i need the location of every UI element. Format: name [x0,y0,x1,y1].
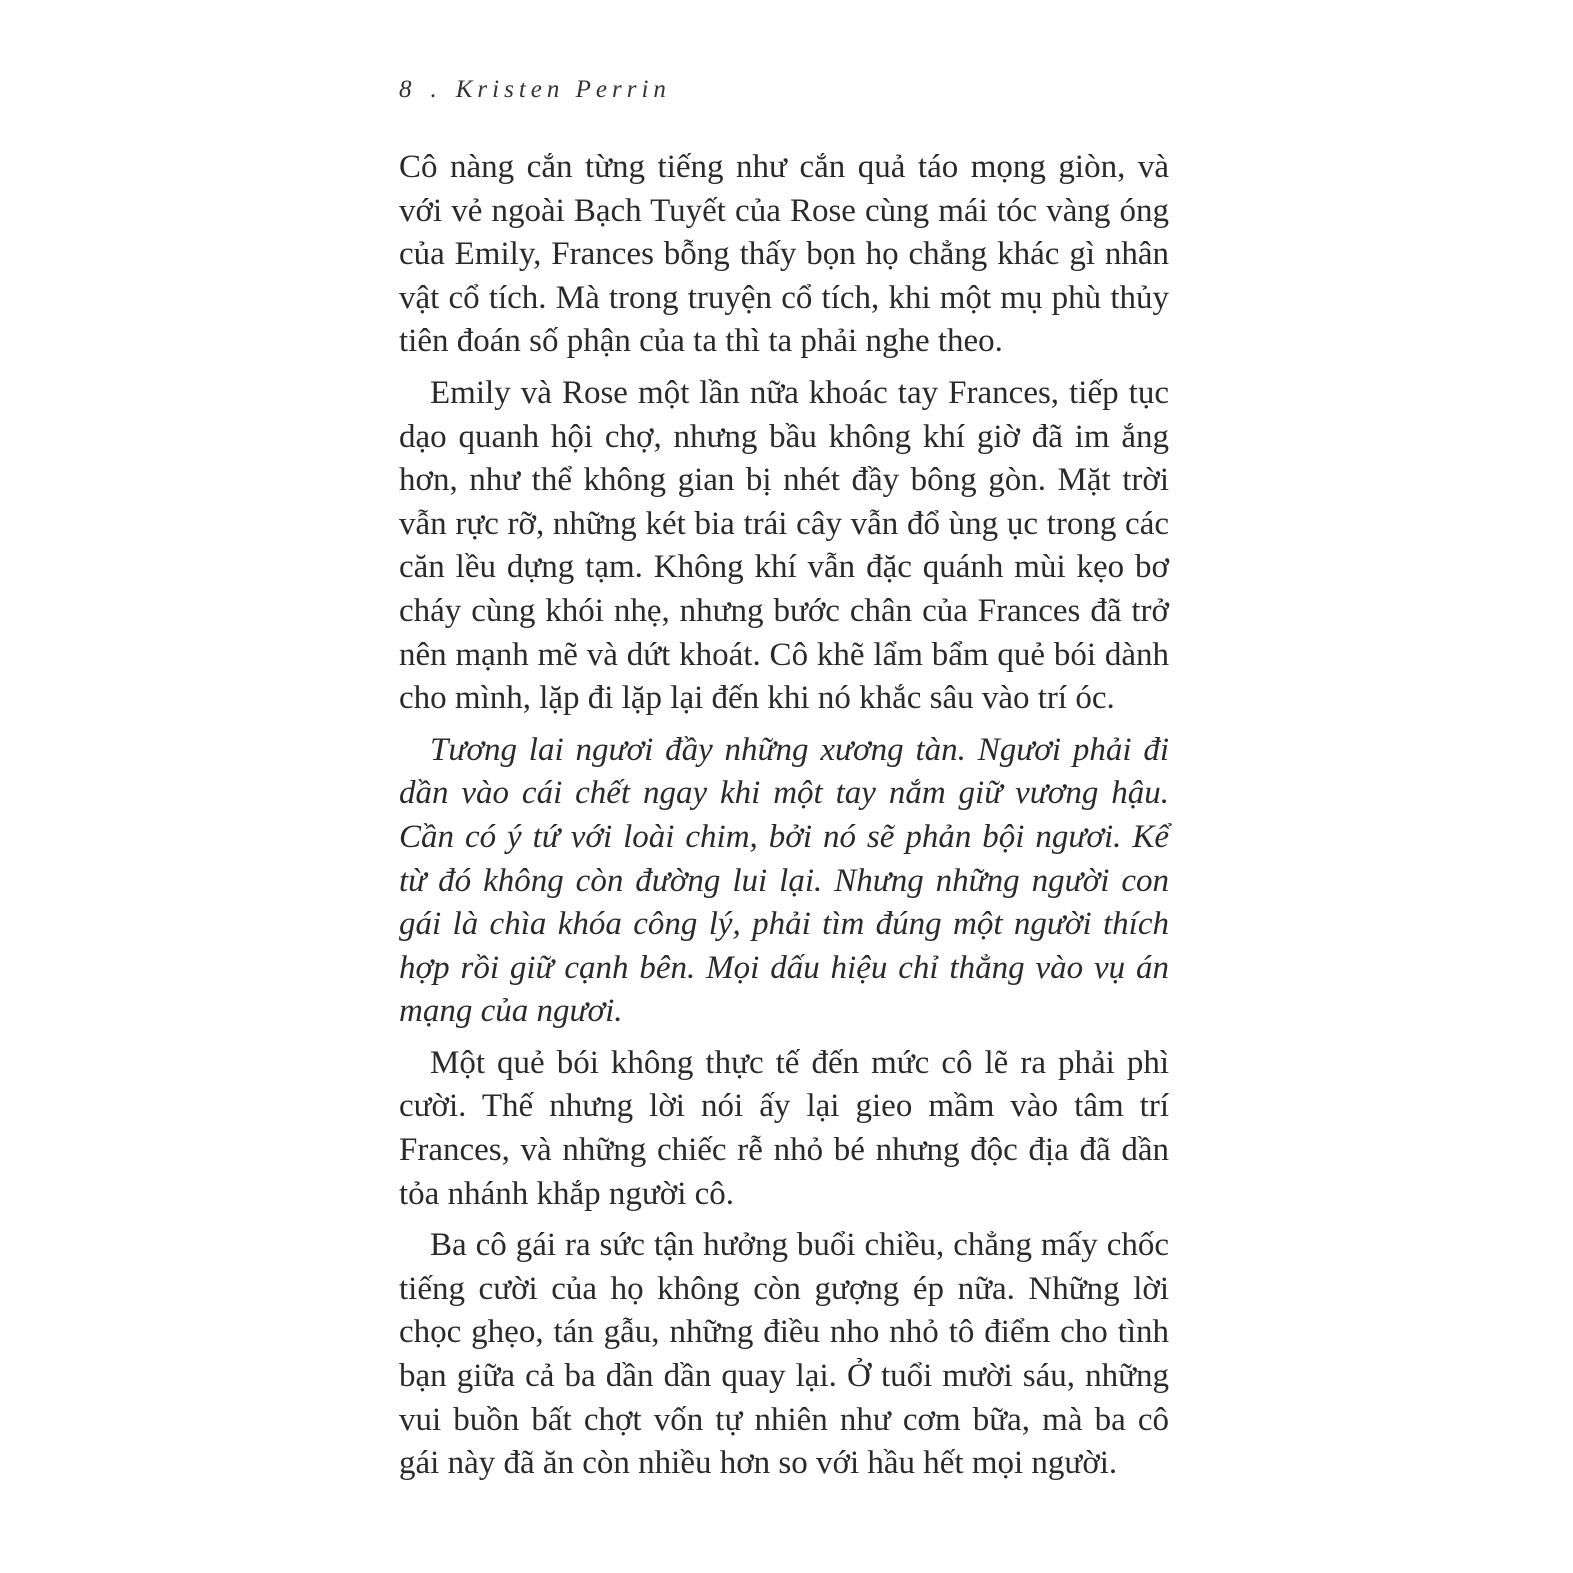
paragraph-5: Ba cô gái ra sức tận hưởng buổi chiều, chẳng mấy chốc tiếng cười của họ không còn gượng ép nữa. Những lời chọc ghẹo, tán gẫu, những điều nho nhỏ tô điểm cho tình bạn giữa cả ba dần dần quay lại. Ở tuổi mười sáu, những vui buồn bất chợt vốn tự nhiên như cơm bữa, mà ba cô gái này đã ăn còn nhiều hơn so với hầu hết mọi người. [399,1227,1169,1482]
paragraph-2: Emily và Rose một lần nữa khoác tay Frances, tiếp tục dạo quanh hội chợ, nhưng bầu không khí giờ đã im ắng hơn, như thể không gian bị nhét đầy bông gòn. Mặt trời vẫn rực rỡ, những két bia trái cây vẫn đổ ùng ục trong các căn lều dựng tạm. Không khí vẫn đặc quánh mùi kẹo bơ cháy cùng khói nhẹ, nhưng bước chân của Frances đã trở nên mạnh mẽ và dứt khoát. Cô khẽ lẩm bẩm quẻ bói dành cho mình, lặp đi lặp lại đến khi nó khắc sâu vào trí óc. [399,374,1169,717]
author-name: Kristen Perrin [455,76,671,103]
body-text [399,146,1169,1494]
prophecy-paragraph: Tương lai ngươi đầy những xương tàn. Ngươi phải đi dần vào cái chết ngay khi một tay nắm giữ vương hậu. Cần có ý tứ với loài chim, bởi nó sẽ phản bội ngươi. Kể từ đó không còn đường lui lại. Nhưng những người con gái là chìa khóa công lý, phải tìm đúng một người thích hợp rồi giữ cạnh bên. Mọi dấu hiệu chỉ thẳng vào vụ án mạng của ngươi. [399,731,1169,1030]
running-header [399,76,671,104]
paragraph-1: Cô nàng cắn từng tiếng như cắn quả táo mọng giòn, và với vẻ ngoài Bạch Tuyết của Rose cùng mái tóc vàng óng của Emily, Frances bỗng thấy bọn họ chẳng khác gì nhân vật cổ tích. Mà trong truyện cổ tích, khi một mụ phù thủy tiên đoán số phận của ta thì ta phải nghe theo. [399,149,1169,360]
page-number: 8 [399,76,417,103]
paragraph-4: Một quẻ bói không thực tế đến mức cô lẽ ra phải phì cười. Thế nhưng lời nói ấy lại gieo mầm vào tâm trí Frances, và những chiếc rễ nhỏ bé nhưng độc địa đã dần tỏa nhánh khắp người cô. [399,1044,1169,1212]
header-separator: . [430,76,442,103]
